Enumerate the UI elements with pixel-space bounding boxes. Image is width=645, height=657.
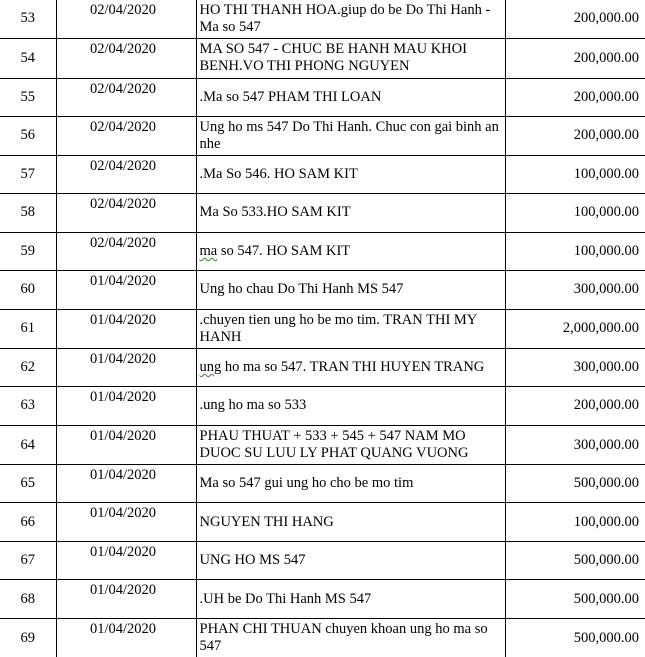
row-amount: 500,000.00 <box>505 580 645 619</box>
row-description-text: ho ma so 547. TRAN THI HUYEN TRANG <box>221 358 485 375</box>
row-description <box>196 232 505 270</box>
row-number: 53 <box>0 0 56 38</box>
table-row <box>0 38 645 78</box>
row-number: 61 <box>0 309 56 348</box>
row-number: 58 <box>0 193 56 232</box>
table-row <box>0 580 645 619</box>
table-row <box>0 155 645 193</box>
row-amount: 200,000.00 <box>505 386 645 425</box>
row-amount: 100,000.00 <box>505 503 645 542</box>
row-date: 01/04/2020 <box>56 270 196 309</box>
table-row <box>0 309 645 348</box>
row-date: 01/04/2020 <box>56 580 196 619</box>
table-row <box>0 232 645 270</box>
table-row <box>0 270 645 309</box>
row-number: 67 <box>0 542 56 580</box>
row-date: 01/04/2020 <box>56 386 196 425</box>
row-date: 02/04/2020 <box>56 232 196 270</box>
row-date: 01/04/2020 <box>56 465 196 503</box>
row-number: 62 <box>0 348 56 386</box>
row-description <box>196 348 505 386</box>
row-amount: 500,000.00 <box>505 542 645 580</box>
spellcheck-word: ma <box>199 242 218 259</box>
row-amount: 100,000.00 <box>505 193 645 232</box>
table-row <box>0 542 645 580</box>
row-description: PHAU THUAT + 533 + 545 + 547 NAM MO DUOC SU LUU LY PHAT QUANG VUONG <box>196 426 505 465</box>
row-date: 01/04/2020 <box>56 426 196 465</box>
table-row <box>0 78 645 116</box>
row-date: 02/04/2020 <box>56 0 196 38</box>
row-date: 01/04/2020 <box>56 309 196 348</box>
table-row <box>0 386 645 425</box>
table-row <box>0 465 645 503</box>
row-amount: 300,000.00 <box>505 426 645 465</box>
row-date: 02/04/2020 <box>56 155 196 193</box>
row-number: 68 <box>0 580 56 619</box>
row-number: 56 <box>0 116 56 155</box>
row-description: .chuyen tien ung ho be mo tim. TRAN THI MY HANH <box>196 309 505 348</box>
table-row <box>0 0 645 38</box>
row-description: .Ma so 547 PHAM THI LOAN <box>196 78 505 116</box>
row-amount: 300,000.00 <box>505 270 645 309</box>
row-description: MA SO 547 - CHUC BE HANH MAU KHOI BENH.VO THI PHONG NGUYEN <box>196 38 505 78</box>
row-description: UNG HO MS 547 <box>196 542 505 580</box>
row-date: 02/04/2020 <box>56 116 196 155</box>
row-amount: 100,000.00 <box>505 155 645 193</box>
row-description: Ma so 547 gui ung ho cho be mo tim <box>196 465 505 503</box>
row-description: NGUYEN THI HANG <box>196 503 505 542</box>
row-number: 69 <box>0 619 56 657</box>
row-number: 57 <box>0 155 56 193</box>
row-amount: 500,000.00 <box>505 465 645 503</box>
row-number: 64 <box>0 426 56 465</box>
table-row <box>0 503 645 542</box>
row-description: HO THI THANH HOA.giup do be Do Thi Hanh - Ma so 547 <box>196 0 505 38</box>
row-date: 01/04/2020 <box>56 348 196 386</box>
row-date: 02/04/2020 <box>56 193 196 232</box>
row-amount: 200,000.00 <box>505 38 645 78</box>
row-number: 55 <box>0 78 56 116</box>
row-amount: 300,000.00 <box>505 348 645 386</box>
row-number: 66 <box>0 503 56 542</box>
row-amount: 2,000,000.00 <box>505 309 645 348</box>
row-amount: 200,000.00 <box>505 116 645 155</box>
row-amount: 200,000.00 <box>505 78 645 116</box>
row-description: .UH be Do Thi Hanh MS 547 <box>196 580 505 619</box>
row-description: .ung ho ma so 533 <box>196 386 505 425</box>
row-number: 54 <box>0 38 56 78</box>
table-row <box>0 619 645 657</box>
row-date: 01/04/2020 <box>56 503 196 542</box>
table-row <box>0 426 645 465</box>
table-row <box>0 348 645 386</box>
row-description-text: so 547. HO SAM KIT <box>217 242 351 259</box>
table-row <box>0 116 645 155</box>
row-description: PHAN CHI THUAN chuyen khoan ung ho ma so 547 <box>196 619 505 657</box>
row-number: 59 <box>0 232 56 270</box>
row-number: 60 <box>0 270 56 309</box>
row-amount: 100,000.00 <box>505 232 645 270</box>
row-number: 63 <box>0 386 56 425</box>
table-row <box>0 193 645 232</box>
row-description: Ung ho chau Do Thi Hanh MS 547 <box>196 270 505 309</box>
row-date: 01/04/2020 <box>56 542 196 580</box>
row-description: .Ma So 546. HO SAM KIT <box>196 155 505 193</box>
row-description: Ma So 533.HO SAM KIT <box>196 193 505 232</box>
row-amount: 500,000.00 <box>505 619 645 657</box>
row-number: 65 <box>0 465 56 503</box>
row-date: 02/04/2020 <box>56 78 196 116</box>
spellcheck-word: ung <box>199 358 222 375</box>
row-date: 01/04/2020 <box>56 619 196 657</box>
row-date: 02/04/2020 <box>56 38 196 78</box>
row-description: Ung ho ms 547 Do Thi Hanh. Chuc con gai binh an nhe <box>196 116 505 155</box>
row-amount: 200,000.00 <box>505 0 645 38</box>
